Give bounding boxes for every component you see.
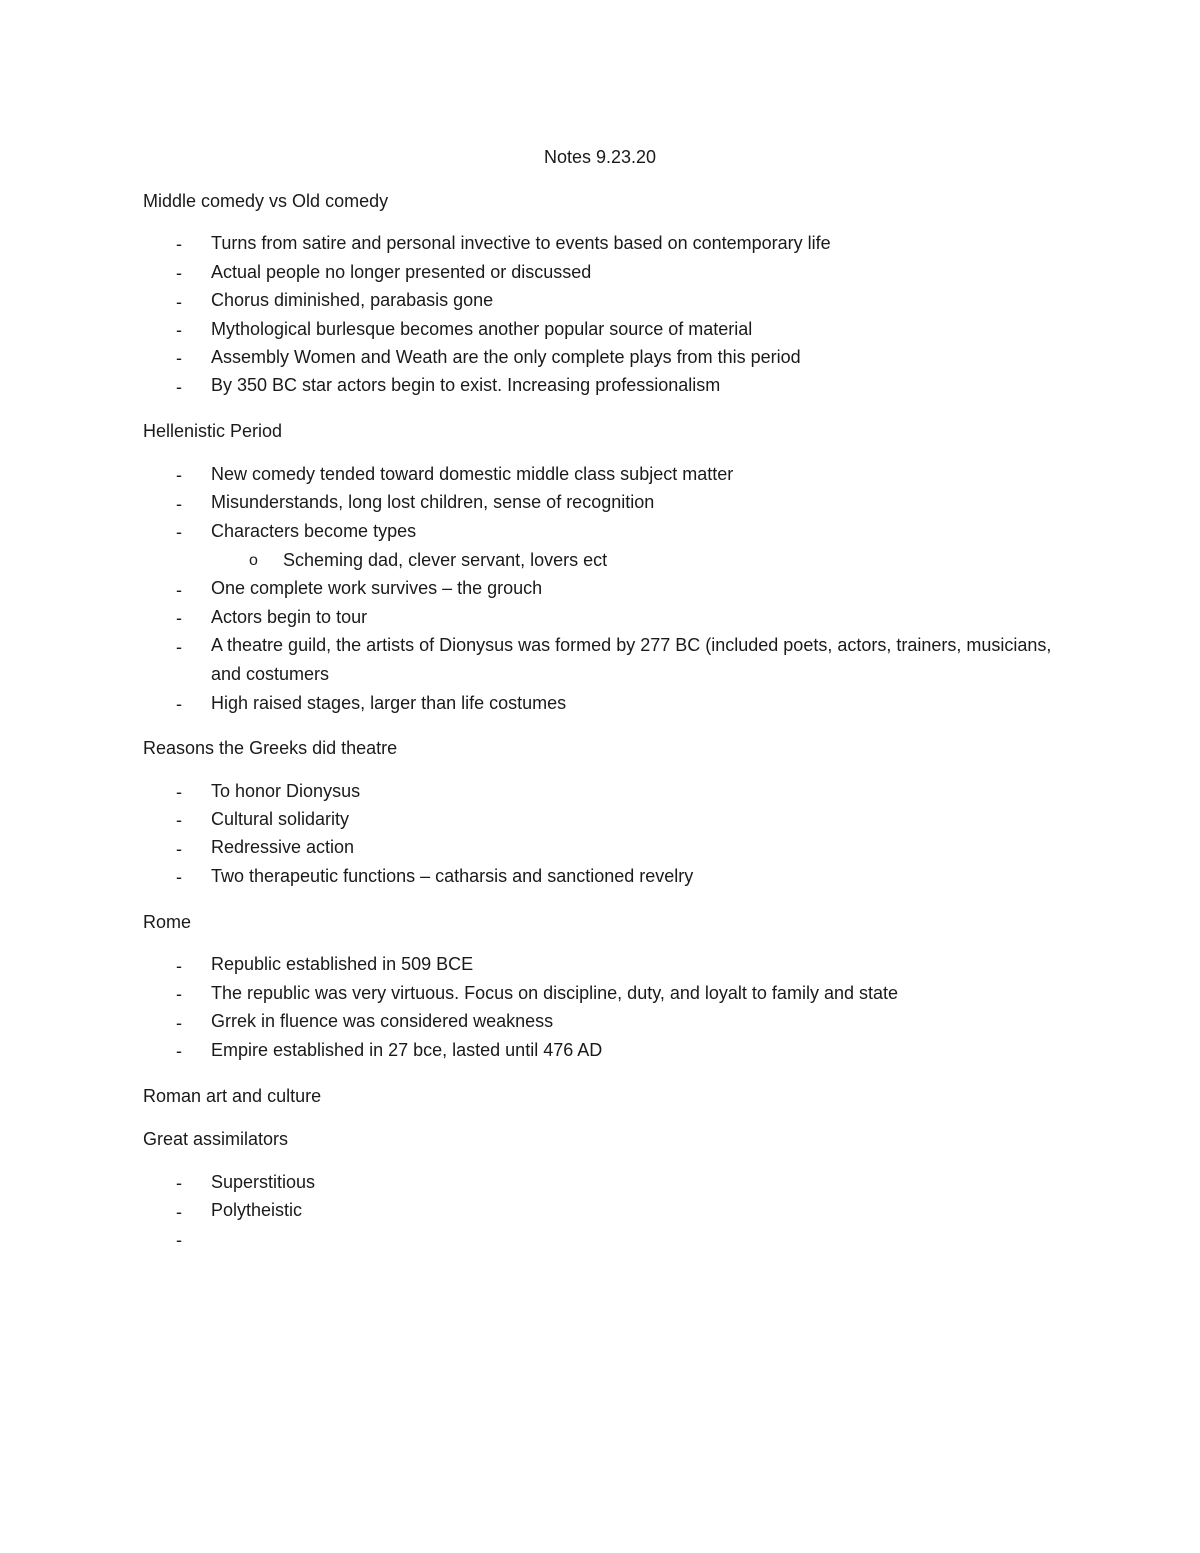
bullet-marker: - bbox=[176, 1202, 182, 1222]
bullet-marker: - bbox=[176, 580, 182, 600]
sub-list-item: Scheming dad, clever servant, lovers ect bbox=[283, 550, 608, 570]
bullet-marker: - bbox=[176, 1230, 182, 1250]
sub-bullet-marker: o bbox=[249, 552, 258, 569]
bullet-marker: - bbox=[176, 867, 182, 887]
section-heading-hellenistic: Hellenistic Period bbox=[143, 421, 283, 441]
bullet-marker: - bbox=[176, 956, 182, 976]
list-item: Mythological burlesque becomes another popular source of material bbox=[211, 319, 753, 339]
bullet-marker: - bbox=[176, 1173, 182, 1193]
list-item: Two therapeutic functions – catharsis and sanctioned revelry bbox=[211, 866, 694, 886]
list-item: Empire established in 27 bce, lasted until 476 AD bbox=[211, 1040, 603, 1060]
section-heading-great-assimilators: Great assimilators bbox=[143, 1129, 289, 1149]
bullet-marker: - bbox=[176, 984, 182, 1004]
list-item: Characters become types bbox=[211, 521, 417, 541]
list-item: Redressive action bbox=[211, 837, 355, 857]
list-item: By 350 BC star actors begin to exist. Increasing professionalism bbox=[211, 375, 721, 395]
list-item: Assembly Women and Weath are the only complete plays from this period bbox=[211, 347, 801, 367]
bullet-marker: - bbox=[176, 348, 182, 368]
section-heading-reasons: Reasons the Greeks did theatre bbox=[143, 738, 398, 758]
bullet-marker: - bbox=[176, 320, 182, 340]
list-item: Actors begin to tour bbox=[211, 607, 368, 627]
bullet-marker: - bbox=[176, 694, 182, 714]
bullet-marker: - bbox=[176, 234, 182, 254]
list-item: New comedy tended toward domestic middle class subject matter bbox=[211, 464, 734, 484]
bullet-marker: - bbox=[176, 465, 182, 485]
bullet-marker: - bbox=[176, 637, 182, 657]
list-item: Actual people no longer presented or discussed bbox=[211, 262, 592, 282]
list-item: A theatre guild, the artists of Dionysus was formed by 277 BC (included poets, actors, trainers, musicians, and costumers bbox=[211, 635, 1052, 684]
list-item: Chorus diminished, parabasis gone bbox=[211, 290, 494, 310]
bullet-marker: - bbox=[176, 782, 182, 802]
list-item: To honor Dionysus bbox=[211, 781, 361, 801]
list-item: One complete work survives – the grouch bbox=[211, 578, 543, 598]
page-title: Notes 9.23.20 bbox=[543, 147, 657, 167]
bullet-marker: - bbox=[176, 1041, 182, 1061]
bullet-marker: - bbox=[176, 1013, 182, 1033]
bullet-marker: - bbox=[176, 377, 182, 397]
list-item: Misunderstands, long lost children, sense of recognition bbox=[211, 492, 655, 512]
bullet-marker: - bbox=[176, 839, 182, 859]
list-item: The republic was very virtuous. Focus on discipline, duty, and loyalt to family and state bbox=[211, 983, 898, 1003]
bullet-marker: - bbox=[176, 292, 182, 312]
list-item: Polytheistic bbox=[211, 1200, 303, 1220]
section-heading-rome: Rome bbox=[143, 912, 192, 932]
bullet-marker: - bbox=[176, 810, 182, 830]
list-item: Grrek in fluence was considered weakness bbox=[211, 1011, 554, 1031]
section-heading-roman-art: Roman art and culture bbox=[143, 1086, 322, 1106]
list-item: Superstitious bbox=[211, 1172, 316, 1192]
bullet-marker: - bbox=[176, 263, 182, 283]
bullet-marker: - bbox=[176, 608, 182, 628]
list-item: Turns from satire and personal invective to events based on contemporary life bbox=[211, 233, 831, 253]
bullet-marker: - bbox=[176, 494, 182, 514]
list-item: Cultural solidarity bbox=[211, 809, 350, 829]
bullet-marker: - bbox=[176, 522, 182, 542]
list-item: Republic established in 509 BCE bbox=[211, 954, 474, 974]
list-item: High raised stages, larger than life costumes bbox=[211, 693, 567, 713]
section-heading-middle-comedy: Middle comedy vs Old comedy bbox=[143, 191, 389, 211]
